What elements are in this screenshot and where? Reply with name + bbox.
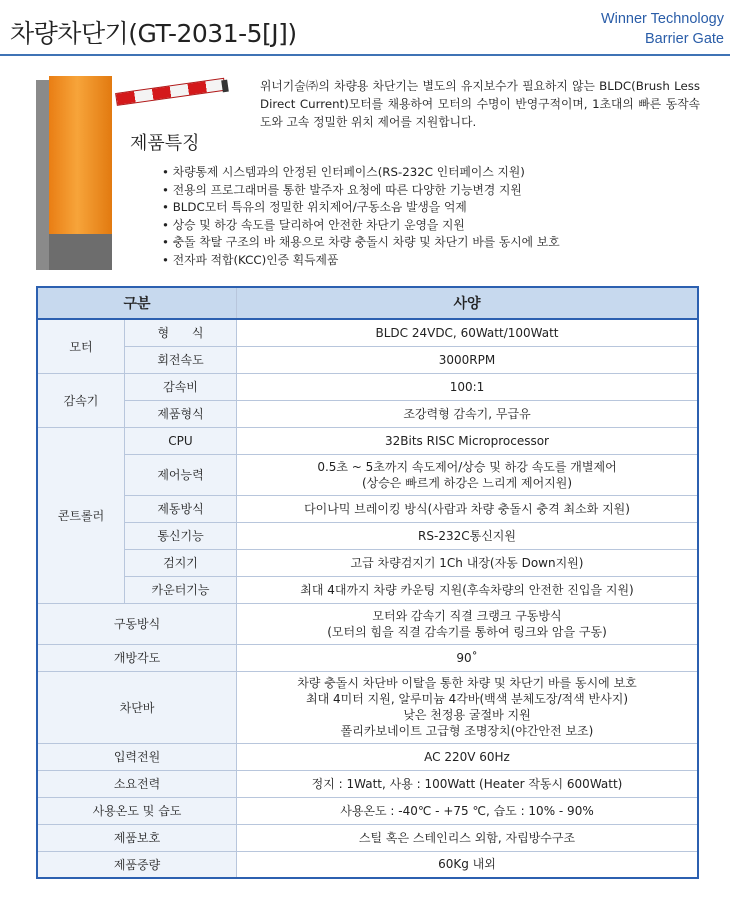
table-row: [37, 576, 698, 603]
intro-paragraph: 위너기술㈜의 차량용 차단기는 별도의 유지보수가 필요하지 않는 BLDC(Brush Less Direct Current)모터를 채용하여 모터의 수명이 반영구적이며, 1초대의 빠른 동작속도와 고속 정밀한 위치 제어를 지원합니다.: [260, 79, 700, 129]
title-divider: [0, 54, 730, 56]
item-value: 32Bits RISC Microprocessor: [237, 427, 699, 454]
item-label: CPU: [125, 427, 237, 454]
spec-table: [36, 286, 699, 879]
item-value: RS-232C통신지원: [237, 522, 699, 549]
barrier-arm: [115, 78, 226, 106]
category-motor: 모터: [37, 319, 125, 373]
item-label: 제품형식: [125, 400, 237, 427]
table-row: [37, 644, 698, 671]
table-row: [37, 603, 698, 644]
barrier-arm-cap: [221, 80, 229, 93]
table-row: [37, 797, 698, 824]
category-power-input: 입력전원: [37, 743, 237, 770]
value-line: 낮은 천정용 굴절바 지원: [403, 708, 531, 722]
post-shadow: [36, 80, 50, 270]
header-spec: 사양: [237, 287, 699, 319]
item-label: 형 식: [125, 319, 237, 346]
item-value: 고급 차량검지기 1Ch 내장(자동 Down지원): [237, 549, 699, 576]
item-value: BLDC 24VDC, 60Watt/100Watt: [237, 319, 699, 346]
item-label: 통신기능: [125, 522, 237, 549]
item-label: 카운터기능: [125, 576, 237, 603]
category-protection: 제품보호: [37, 824, 237, 851]
item-label: 제어능력: [125, 454, 237, 495]
table-row: [37, 671, 698, 743]
category-power-consumption: 소요전력: [37, 770, 237, 797]
feature-item: • 전자파 적합(KCC)인증 획득제품: [162, 252, 560, 270]
feature-item: • 충돌 착탈 구조의 바 채용으로 차량 충돌시 차량 및 차단기 바를 동시에 보호: [162, 234, 560, 252]
value-line: 최대 4미터 지원, 알루미늄 4각바(백색 분체도장/적색 반사지): [306, 692, 628, 706]
table-row: [37, 319, 698, 346]
barrier-post-base: [49, 234, 112, 270]
table-row: [37, 851, 698, 878]
item-value: 3000RPM: [237, 346, 699, 373]
brand-block: [601, 9, 724, 49]
feature-item: • 전용의 프로그래머를 통한 발주자 요청에 따른 다양한 기능변경 지원: [162, 182, 560, 200]
item-label: 감속비: [125, 373, 237, 400]
category-weight: 제품중량: [37, 851, 237, 878]
item-value: 조강력형 감속기, 무급유: [237, 400, 699, 427]
feature-item: • 차량통제 시스템과의 안정된 인터페이스(RS-232C 인터페이스 지원): [162, 164, 560, 182]
header-category: 구분: [37, 287, 237, 319]
category-temperature: 사용온도 및 습도: [37, 797, 237, 824]
brand-subtitle: Barrier Gate: [645, 31, 724, 47]
value-line: (모터의 힘을 직결 감속기를 통하여 링크와 암을 구동): [327, 624, 607, 639]
table-row: [37, 743, 698, 770]
table-row: [37, 400, 698, 427]
item-value: [237, 603, 699, 644]
category-bar: 차단바: [37, 671, 237, 743]
table-row: [37, 522, 698, 549]
category-angle: 개방각도: [37, 644, 237, 671]
value-line: 0.5초 ~ 5초까지 속도제어/상승 및 하강 속도를 개별제어: [317, 459, 617, 474]
feature-item: • 상승 및 하강 속도를 달리하여 안전한 차단기 운영을 지원: [162, 217, 560, 235]
table-row: [37, 495, 698, 522]
table-row: [37, 427, 698, 454]
category-controller: 콘트롤러: [37, 427, 125, 603]
value-line: 차량 충돌시 차단바 이탈을 통한 차량 및 차단기 바를 동시에 보호: [297, 676, 637, 690]
item-label: 검지기: [125, 549, 237, 576]
table-row: [37, 770, 698, 797]
feature-item: • BLDC모터 특유의 정밀한 위치제어/구동소음 발생을 억제: [162, 199, 560, 217]
item-value: [237, 454, 699, 495]
category-drive: 구동방식: [37, 603, 237, 644]
table-row: [37, 824, 698, 851]
value-line: (상승은 빠르게 하강은 느리게 제어지원): [361, 475, 573, 490]
item-value: 스틸 혹은 스테인리스 외함, 자립방수구조: [237, 824, 699, 851]
features-list: [162, 164, 560, 269]
item-value: [237, 671, 699, 743]
item-value: 사용온도 : -40℃ - +75 ℃, 습도 : 10% - 90%: [237, 797, 699, 824]
item-value: 최대 4대까지 차량 카운팅 지원(후속차량의 안전한 진입을 지원): [237, 576, 699, 603]
value-line: 폴리카보네이트 고급형 조명장치(야간안전 보조): [340, 724, 594, 738]
item-label: 제동방식: [125, 495, 237, 522]
table-row: [37, 454, 698, 495]
table-header-row: [37, 287, 698, 319]
item-value: 정지 : 1Watt, 사용 : 100Watt (Heater 작동시 600Watt): [237, 770, 699, 797]
table-row: [37, 373, 698, 400]
item-value: 다이나믹 브레이킹 방식(사람과 차량 충돌시 충격 최소화 지원): [237, 495, 699, 522]
item-value: AC 220V 60Hz: [237, 743, 699, 770]
table-row: [37, 549, 698, 576]
features-title: 제품특징: [130, 133, 200, 154]
item-value: 90˚: [237, 644, 699, 671]
brand-name: Winner Technology: [600, 11, 724, 27]
table-row: [37, 346, 698, 373]
value-line: 모터와 감속기 직결 크랭크 구동방식: [372, 608, 562, 623]
item-value: 100:1: [237, 373, 699, 400]
category-reducer: 감속기: [37, 373, 125, 427]
item-label: 회전속도: [125, 346, 237, 373]
page-title: 차량차단기(GT-2031-5[J]): [10, 19, 297, 48]
item-value: 60Kg 내외: [237, 851, 699, 878]
